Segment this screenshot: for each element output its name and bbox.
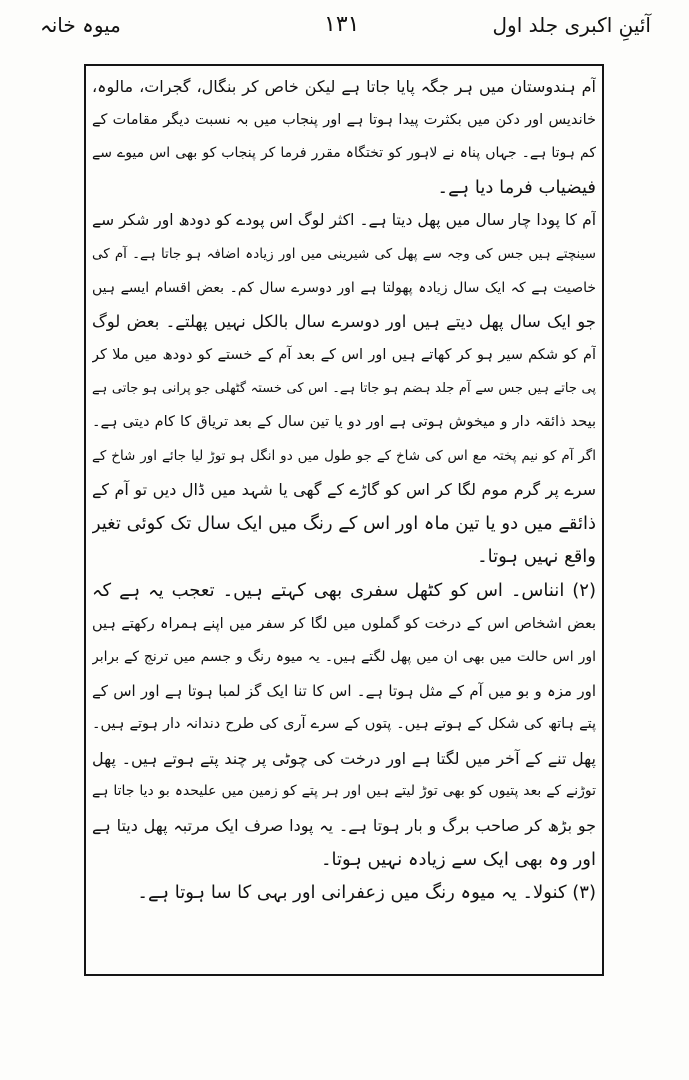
- text-line: اور اس حالت میں بھی ان میں پھل لگتے ہیں۔ یہ میوہ رنگ و جسم میں ترنج کے برابر: [92, 649, 596, 666]
- page-header: [0, 6, 689, 46]
- text-line: خاصیت ہے کہ ایک سال زیادہ پھولتا ہے اور دوسرے سال کم۔ بعض اقسام ایسے ہیں: [92, 279, 596, 296]
- text-line: پھل تنے کے آخر میں لگتا ہے اور درخت کی چوٹی پر چند پتے ہوتے ہیں۔ پھل: [92, 748, 596, 768]
- page-number: ۱۳۱: [324, 12, 360, 37]
- text-line: اگر آم کو نیم پختہ مع اس کی شاخ کے جو طول میں دو انگل ہو توڑ لیا جائے اور شاخ کے: [92, 447, 596, 464]
- text-line: سرے پر گرم موم لگا کر اس کو گاڑے کے گھی یا شہد میں ڈال دیں تو آم کے: [92, 480, 596, 500]
- text-line: کم ہوتا ہے۔ جہاں پناہ نے لاہور کو تختگاہ مقرر فرما کر پنجاب کو بھی اس میوے سے: [92, 145, 596, 162]
- text-line: واقع نہیں ہوتا۔: [477, 546, 596, 568]
- section-title: میوہ خانہ: [40, 13, 121, 37]
- text-line: جو بڑھ کر صاحب برگ و بار ہوتا ہے۔ یہ پودا صرف ایک مرتبہ پھل دیتا ہے: [92, 816, 596, 836]
- text-line: آم کو شکم سیر ہو کر کھاتے ہیں اور اس کے بعد آم کے خستے کو دودھ میں ملا کر: [92, 346, 596, 363]
- text-line: ذائقے میں دو یا تین ماہ اور اس کے رنگ میں ایک سال تک کوئی تغیر: [92, 512, 596, 534]
- text-line: بیحد ذائقہ دار و میخوش ہوتی ہے اور دو یا تین سال کے بعد تریاق کا کام دیتی ہے۔: [92, 413, 596, 430]
- text-line: (۲) انناس۔ اس کو کٹھل سفری بھی کہتے ہیں۔ تعجب یہ ہے کہ: [92, 579, 596, 601]
- text-line: بعض اشخاص اس کے درخت کو گملوں میں لگا کر سفر میں اپنے ہمراہ رکھتے ہیں: [92, 615, 596, 632]
- text-line: فیضیاب فرما دیا ہے۔: [437, 176, 596, 198]
- text-line: پی جاتے ہیں جس سے آم جلد ہضم ہو جاتا ہے۔ اس کی خستہ گٹھلی جو پرانی ہو جاتی ہے: [92, 381, 596, 397]
- text-line: پتے ہاتھ کی شکل کے ہوتے ہیں۔ پتوں کے سرے آری کی طرح دندانہ دار ہوتے ہیں۔: [92, 716, 596, 733]
- text-line: (۳) کنولا۔ یہ میوہ رنگ میں زعفرانی اور بہی کا سا ہوتا ہے۔: [137, 882, 596, 904]
- body-text: [92, 70, 596, 910]
- text-line: خاندیس اور دکن میں بکثرت پیدا ہوتا ہے اور پنجاب میں بہ نسبت دیگر مقامات کے: [92, 111, 596, 128]
- text-line: جو ایک سال پھل دیتے ہیں اور دوسرے سال بالکل نہیں پھلتے۔ بعض لوگ: [92, 312, 596, 332]
- text-line: اور وہ بھی ایک سے زیادہ نہیں ہوتا۔: [320, 848, 596, 870]
- running-title: آئینِ اکبری جلد اول: [492, 13, 651, 37]
- text-line: سینچتے ہیں جس کی وجہ سے پھل کی شیرینی میں اور زیادہ اضافہ ہو جاتا ہے۔ آم کی: [92, 245, 596, 262]
- text-line: آم ہندوستان میں ہر جگہ پایا جاتا ہے لیکن خاص کر بنگال، گجرات، مالوہ،: [92, 77, 596, 96]
- text-line: اور مزہ و بو میں آم کے مثل ہوتا ہے۔ اس کا تنا ایک گز لمبا ہوتا ہے اور اس کے: [92, 681, 596, 700]
- text-line: آم کا پودا چار سال میں پھل دیتا ہے۔ اکثر لوگ اس پودے کو دودھ اور شکر سے: [92, 211, 596, 230]
- text-line: توڑنے کے بعد پتیوں کو بھی توڑ لیتے ہیں اور ہر پتے کو زمین میں علیحدہ بو دیا جاتا ہے: [92, 783, 596, 800]
